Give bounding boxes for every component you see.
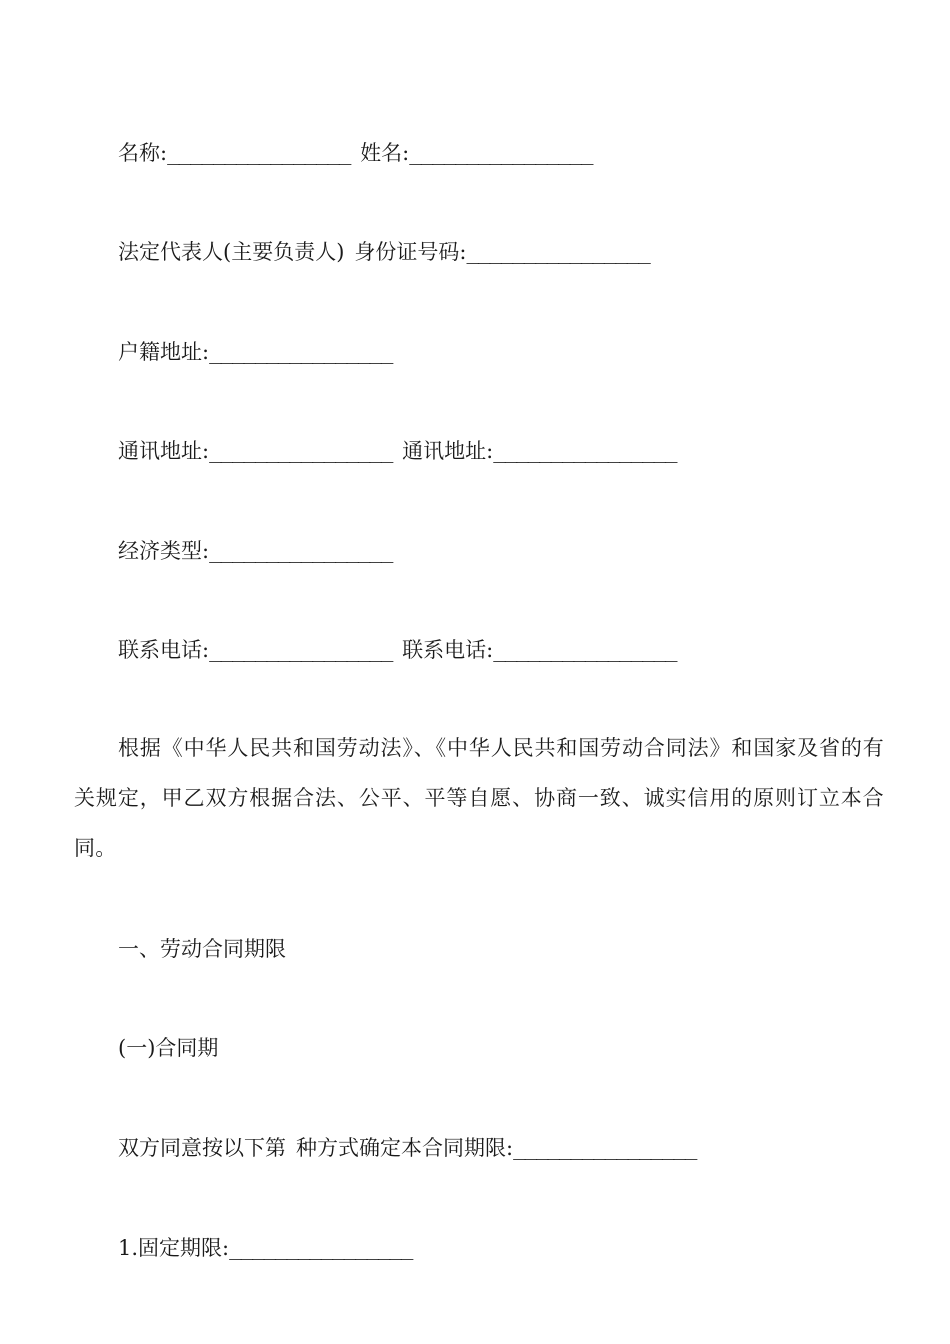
fixed-term-line: [118, 1233, 412, 1263]
term-method-label-a: 双方同意按以下第: [118, 1136, 286, 1160]
employee-name-blank: ________________: [409, 141, 593, 165]
term-method-blank: ________________: [513, 1136, 697, 1160]
id-number-label: 身份证号码:: [354, 240, 467, 264]
household-address-line: [118, 337, 392, 367]
phone-blank-b: ________________: [493, 638, 677, 662]
legal-rep-line: [118, 237, 650, 267]
mailing-address-line: [118, 436, 676, 466]
preamble-paragraph: 根据《中华人民共和国劳动法》、《中华人民共和国劳动合同法》和国家及省的有关规定，甲乙双方根据合法、公平、平等自愿、协商一致、诚实信用的原则订立本合同。: [74, 736, 884, 860]
economic-type-blank: ________________: [209, 539, 393, 563]
fixed-term-label: 1.固定期限:: [118, 1236, 230, 1260]
phone-label-a: 联系电话:: [118, 638, 210, 662]
economic-type-line: [118, 536, 392, 566]
id-number-blank: ________________: [466, 240, 650, 264]
company-name-blank: ________________: [167, 141, 351, 165]
mailing-address-label-a: 通讯地址:: [118, 439, 210, 463]
mailing-address-blank-a: ________________: [209, 439, 393, 463]
fixed-term-blank: ________________: [229, 1236, 413, 1260]
mailing-address-label-b: 通讯地址:: [402, 439, 494, 463]
term-method-line: [118, 1133, 696, 1163]
household-address-label: 户籍地址:: [118, 340, 210, 364]
legal-rep-label: 法定代表人(主要负责人): [118, 240, 345, 264]
mailing-address-blank-b: ________________: [493, 439, 677, 463]
phone-blank-a: ________________: [209, 638, 393, 662]
section-heading: 一、劳动合同期限: [118, 937, 286, 961]
sub-heading: (一)合同期: [118, 1036, 219, 1060]
phone-label-b: 联系电话:: [402, 638, 494, 662]
economic-type-label: 经济类型:: [118, 539, 210, 563]
name-line: [118, 138, 592, 168]
household-address-blank: ________________: [209, 340, 393, 364]
employee-name-label: 姓名:: [360, 141, 410, 165]
phone-line: [118, 635, 676, 665]
company-name-label: 名称:: [118, 141, 168, 165]
term-method-label-b: 种方式确定本合同期限:: [296, 1136, 514, 1160]
